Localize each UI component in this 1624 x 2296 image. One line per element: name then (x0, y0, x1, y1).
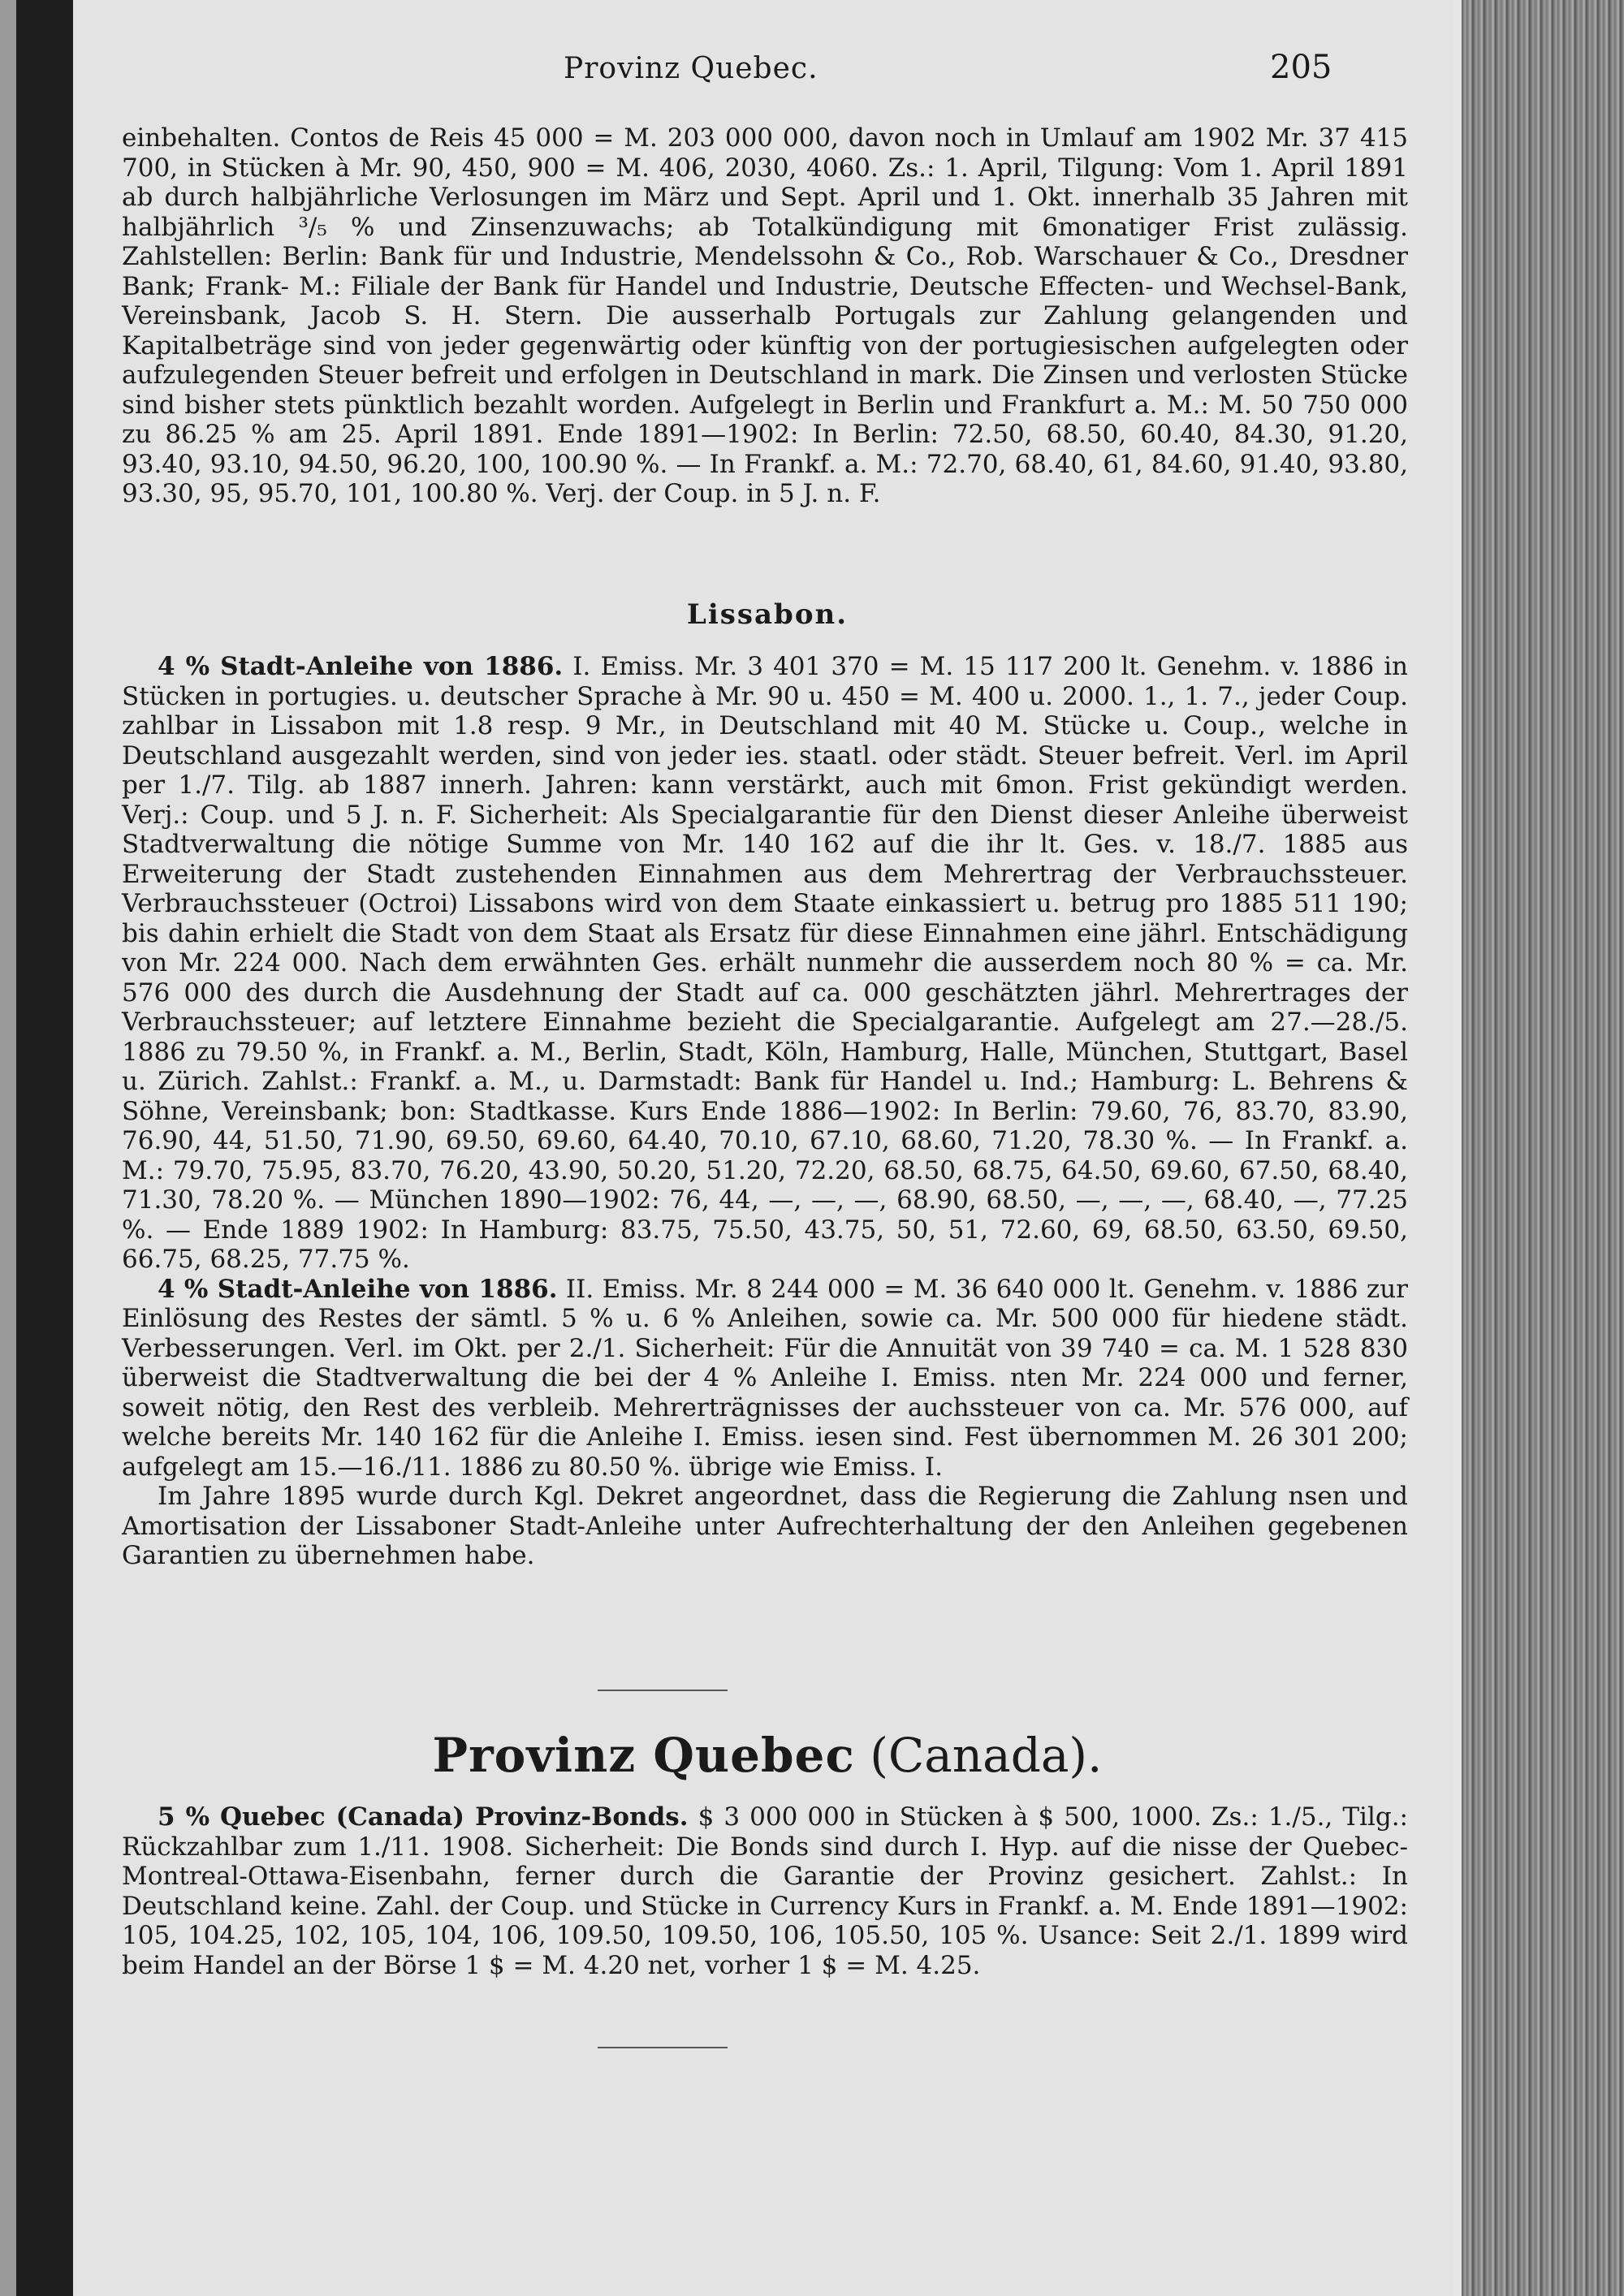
section-portugal-loan-text (122, 123, 1408, 509)
quebec-bond-text: $ 3 000 000 in Stücken à $ 500, 1000. Zs.: 1./5., Tilg.: Rückzahlbar zum 1./11. 1908. Sicherheit: Die Bonds sind durch I. Hyp. auf die nisse der Quebec-Montreal-Ottawa-Eisenbahn, ferner durch die Garantie der Provinz gesichert. Zahlst.: In Deutschland keine. Zahl. der Coup. und Stücke in Currency Kurs in Frankf. a. M. Ende 1891—1902: 105, 104.25, 102, 105, 104, 106, 109.50, 109.50, 106, 105.50, 105 %. Usance: Seit 2./1. 1899 wird beim Handel an der Börse 1 $ = M. 4.20 net, vorher 1 $ = M. 4.25. (122, 1802, 1408, 1980)
loan-2-lead: 4 % Stadt-Anleihe von 1886. (158, 1274, 558, 1304)
lissabon-loan-2 (122, 1275, 1408, 1482)
running-title: Provinz Quebec. (564, 52, 818, 85)
heading-lissabon: Lissabon. (686, 598, 849, 631)
heading-quebec-main: Provinz Quebec (432, 1728, 855, 1783)
lissabon-note: Im Jahre 1895 wurde durch Kgl. Dekret angeordnet, dass die Regierung die Zahlung nsen und Amortisation der Lissaboner Stadt-Anleihe unter Aufrechterhaltung der den Anleihen gegebenen Garantien zu übernehmen habe. (122, 1482, 1408, 1570)
scan-right-page-edges (1462, 0, 1624, 2296)
quebec-bond-lead: 5 % Quebec (Canada) Provinz-Bonds. (158, 1802, 689, 1832)
scan-left-bleed (16, 0, 81, 2296)
quebec-bond (122, 1802, 1408, 1980)
heading-quebec-sub: (Canada). (870, 1728, 1103, 1783)
page-number: 205 (1270, 49, 1332, 86)
scan-left-shadow (0, 0, 16, 2296)
end-divider (598, 2047, 728, 2048)
heading-quebec (73, 1728, 1462, 1783)
loan-1-text: I. Emiss. Mr. 3 401 370 = M. 15 117 200 lt. Genehm. v. 1886 in Stücken in portugies. u. deutscher Sprache à Mr. 90 u. 450 = M. 400 u. 2000. 1., 1. 7., jeder Coup. zahlbar in Lissabon mit 1.8 resp. 9 Mr., in Deutschland mit 40 M. Stücke u. Coup., welche in Deutschland ausgezahlt werden, sind von jeder ies. staatl. oder städt. Steuer befreit. Verl. im April per 1./7. Tilg. ab 1887 innerh. Jahren: kann verstärkt, auch mit 6mon. Frist gekündigt werden. Verj.: Coup. und 5 J. n. F. Sicherheit: Als Specialgarantie für den Dienst dieser Anleihe überweist Stadtverwaltung die nötige Summe von Mr. 140 162 auf die ihr lt. Ges. v. 18./7. 1885 aus Erweiterung der Stadt zustehenden Einnahmen aus dem Mehrertrag der Verbrauchssteuer. Verbrauchssteuer (Octroi) Lissabons wird von dem Staate einkassiert u. betrug pro 1885 511 190; bis dahin erhielt die Stadt von dem Staat als Ersatz für diese Einnahmen eine jährl. Entschädigung von Mr. 224 000. Nach dem erwähnten Ges. erhält nunmehr die ausserdem noch 80 % = ca. Mr. 576 000 des durch die Ausdehnung der Stadt auf ca. 000 geschätzten jährl. Mehrertrages der Verbrauchssteuer; auf letztere Einnahme bezieht die Specialgarantie. Aufgelegt am 27.—28./5. 1886 zu 79.50 %, in Frankf. a. M., Berlin, Stadt, Köln, Hamburg, Halle, München, Stuttgart, Basel u. Zürich. Zahlst.: Frankf. a. M., u. Darmstadt: Bank für Handel u. Ind.; Hamburg: L. Behrens & Söhne, Vereinsbank; bon: Stadtkasse. Kurs Ende 1886—1902: In Berlin: 79.60, 76, 83.70, 83.90, 76.90, 44, 51.50, 71.90, 69.50, 69.60, 64.40, 70.10, 67.10, 68.60, 71.20, 78.30 %. — In Frankf. a. M.: 79.70, 75.95, 83.70, 76.20, 43.90, 50.20, 51.20, 72.20, 68.50, 68.75, 64.50, 69.60, 67.50, 68.40, 71.30, 78.20 %. — München 1890—1902: 76, 44, —, —, —, 68.90, 68.50, —, —, —, 68.40, —, 77.25 %. — Ende 1889 1902: In Hamburg: 83.75, 75.50, 43.75, 50, 51, 72.60, 69, 68.50, 63.50, 69.50, 66.75, 68.25, 77.75 %. (122, 652, 1408, 1274)
section-divider (598, 1690, 728, 1691)
lissabon-loan-1 (122, 652, 1408, 1275)
section-lissabon (122, 652, 1408, 1571)
section-quebec (122, 1802, 1408, 1980)
loan-1-lead: 4 % Stadt-Anleihe von 1886. (158, 652, 564, 681)
loan-2-text: II. Emiss. Mr. 8 244 000 = M. 36 640 000 lt. Genehm. v. 1886 zur Einlösung des Restes der sämtl. 5 % u. 6 % Anleihen, sowie ca. Mr. 500 000 für hiedene städt. Verbesserungen. Verl. im Okt. per 2./1. Sicherheit: Für die Annuität von 39 740 = ca. M. 1 528 830 überweist die Stadtverwaltung die bei der 4 % Anleihe I. Emiss. nten Mr. 224 000 und ferner, soweit nötig, den Rest des verbleib. Mehrerträgnisses der auchssteuer von ca. Mr. 576 000, auf welche bereits Mr. 140 162 für die Anleihe I. Emiss. iesen sind. Fest übernommen M. 26 301 200; aufgelegt am 15.—16./11. 1886 zu 80.50 %. übrige wie Emiss. I. (122, 1274, 1408, 1482)
book-page (73, 0, 1462, 2296)
section1-paragraph: einbehalten. Contos de Reis 45 000 = M. 203 000 000, davon noch in Umlauf am 1902 Mr. 37 415 700, in Stücken à Mr. 90, 450, 900 = M. 406, 2030, 4060. Zs.: 1. April, Tilgung: Vom 1. April 1891 ab durch halbjährliche Verlosungen im März und Sept. April und 1. Okt. innerhalb 35 Jahren mit halbjährlich ³/₅ % und Zinsenzuwachs; ab Totalkündigung mit 6monatiger Frist zulässig. Zahlstellen: Berlin: Bank für und Industrie, Mendelssohn & Co., Rob. Warschauer & Co., Dresdner Bank; Frank- M.: Filiale der Bank für Handel und Industrie, Deutsche Effecten- und Wechsel-Bank, Vereinsbank, Jacob S. H. Stern. Die ausserhalb Portugals zur Zahlung gelangenden und Kapitalbeträge sind von jeder gegenwärtig oder künftig von der portugiesischen aufgelegten oder aufzulegenden Steuer befreit und erfolgen in Deutschland in mark. Die Zinsen und verlosten Stücke sind bisher stets pünktlich bezahlt worden. Aufgelegt in Berlin und Frankfurt a. M.: M. 50 750 000 zu 86.25 % am 25. April 1891. Ende 1891—1902: In Berlin: 72.50, 68.50, 60.40, 84.30, 91.20, 93.40, 93.10, 94.50, 96.20, 100, 100.90 %. — In Frankf. a. M.: 72.70, 68.40, 61, 84.60, 91.40, 93.80, 93.30, 95, 95.70, 101, 100.80 %. Verj. der Coup. in 5 J. n. F. (122, 123, 1408, 508)
